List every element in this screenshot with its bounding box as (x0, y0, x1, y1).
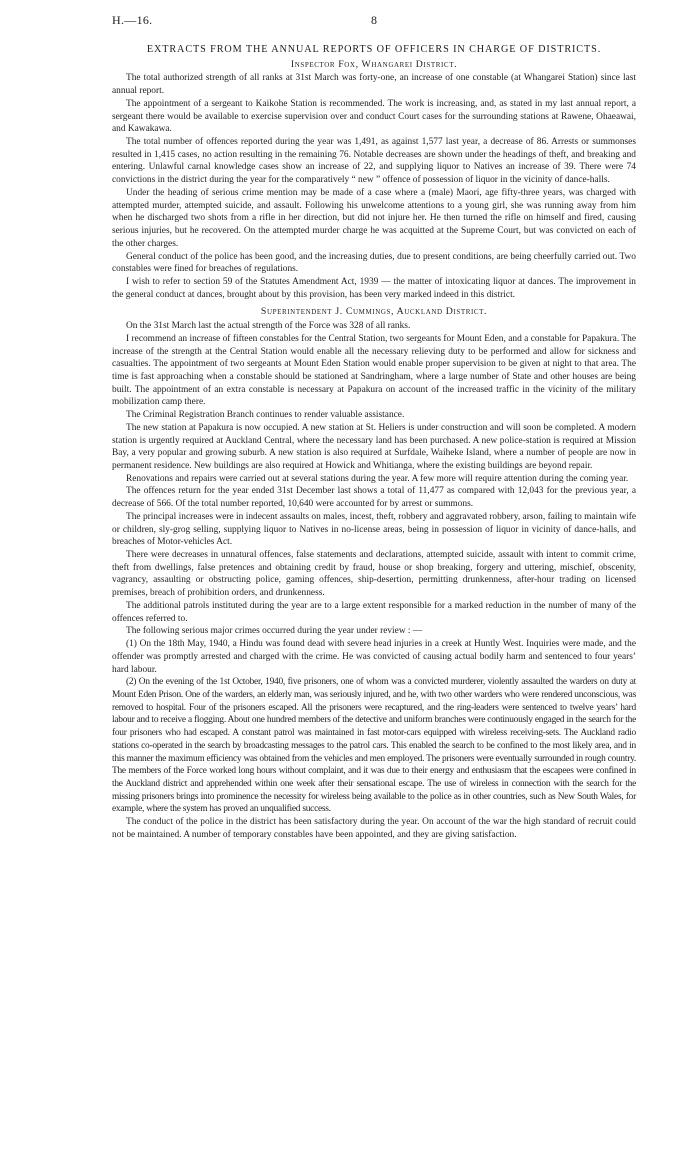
paragraph: The total authorized strength of all ranks at 31st March was forty-one, an increase of one constable (at Whangarei Station) since last annual report. (112, 73, 636, 97)
section-heading: Superintendent J. Cummings, Auckland District. (260, 306, 488, 318)
paragraph: Under the heading of serious crime mention may be made of a case where a (male) Maori, age fifty-three years, was charged with attempted murder, attempted suicide, and assault. Following his unwelcome attentions to a young girl, she was running away from him when he discharged two shots from a rifle in her direction, but did not injure her. He then turned the rifle on himself and fired, causing serious injuries, but he recovered. On the attempted murder charge he was acquitted at the Supreme Court, but was convicted on each of the other charges. (112, 187, 636, 249)
paragraph: (1) On the 18th May, 1940, a Hindu was found dead with severe head injuries in a creek at Huntly West. Inquiries were made, and the offender was promptly arrested and charged with the crime. He was convicted of causing actual bodily harm and sentenced to four years’ hard labour. (112, 639, 636, 675)
paragraph: I wish to refer to section 59 of the Statutes Amendment Act, 1939 — the matter of intoxicating liquor at dances. The improvement in the general conduct at dances, brought about by this provision, has been very marked indeed in this district. (112, 276, 636, 300)
paragraph: (2) On the evening of the 1st October, 1940, five prisoners, one of whom was a convicted murderer, violently assaulted the warders on duty at Mount Eden Prison. One of the warders, an elderly man, was seriously injured, and he, with two other warders who were rendered unconscious, was removed to hospital. Four of the prisoners escaped. All the prisoners were recaptured, and the ring-leaders were sentenced to twelve years’ hard labour and to receive a flogging. About one hundred members of the detective and uniform branches were continuously engaged in the search for the four prisoners who had escaped. A constant patrol was maintained in fast motor-cars equipped with wireless receiving-sets. The Auckland radio stations co-operated in the search by broadcasting messages to the patrol cars. This enabled the search to be confined to the most likely area, and in this manner the maximum efficiency was obtained from the vehicles and men employed. The prisoners were eventually surrounded in rough country. The members of the Force worked long hours without complaint, and it was due to their energy and enthusiasm that the escapees were confined in the Auckland district and apprehended within one week after their sensational escape. The use of wireless in connection with the search for the missing prisoners brings into prominence the necessity for wireless being available to the police as in other countries, such as New South Wales, for example, where the system has proved an unqualified success. (112, 677, 636, 815)
paragraph: On the 31st March last the actual strength of the Force was 328 of all ranks. (126, 321, 411, 332)
paragraph: General conduct of the police has been good, and the increasing duties, due to present conditions, are being cheerfully carried out. Two constables were fined for breaches of regulations. (112, 251, 636, 275)
paragraph: There were decreases in unnatural offences, false statements and declarations, attempted suicide, assault with intent to commit crime, theft from dwellings, false pretences and obtaining credit by fraud, house or shop breaking, forgery and uttering, mischief, obscenity, vagrancy, assaulting or obstructing police, gaming offences, ship-desertion, permitting drunkenness, after-hour trading on licensed premises, breach of prohibition orders, and drunkenness. (112, 550, 636, 599)
paragraph: The principal increases were in indecent assaults on males, incest, theft, robbery and aggravated robbery, arson, failing to maintain wife or children, sly-grog selling, supplying liquor to Natives in no-license areas, being in possession of liquor in vicinity of dance-halls, and breaches of Motor-vehicles Act. (112, 511, 636, 548)
paragraph: The conduct of the police in the district has been satisfactory during the year. On account of the war the high standard of recruit could not be maintained. A number of temporary constables have been appointed, and they are giving satisfaction. (112, 817, 636, 840)
document-title: EXTRACTS FROM THE ANNUAL REPORTS OF OFFICERS IN CHARGE OF DISTRICTS. (146, 44, 602, 55)
paragraph: I recommend an increase of fifteen constables for the Central Station, two sergeants for Mount Eden, and a constable for Papakura. The increase of the strength at the Central Station would enable all the necessary relieving duty to be performed and allow for sickness and casualties. The appointment of two sergeants at Mount Eden Station would enable proper supervision to be given at night to that area. The time is fast approaching when a constable should be stationed at Sandringham, where a large number of State and other houses are being built. The appointment of an extra constable is necessary at Papakura on account of the increased traffic in the vicinity of the military mobilization camp there. (112, 333, 636, 408)
paragraph: The total number of offences reported during the year was 1,491, as against 1,577 last year, a decrease of 86. Arrests or summonses resulted in 1,415 cases, no action resulting in the remaining 76. Notable decreases are shown under the headings of theft, and breaking and entering. Unlawful carnal knowledge cases show an increase of 22, and supplying liquor to Natives an increase of 39. There were 74 convictions in the district during the year for the comparatively “ new ” offence of possession of liquor in the vicinity of dance-halls. (112, 137, 636, 186)
paragraph: The Criminal Registration Branch continues to render valuable assistance. (126, 410, 405, 421)
section-whangarei (112, 59, 636, 302)
parliamentary-paper-reference: H.—16. (112, 13, 153, 27)
paragraph: Renovations and repairs were carried out at several stations during the year. A few more will require attention during the coming year. (126, 473, 629, 484)
section-auckland (112, 306, 636, 841)
paragraph: The following serious major crimes occurred during the year under review : — (126, 626, 423, 637)
page-number: 8 (371, 13, 377, 27)
paragraph: The appointment of a sergeant to Kaikohe Station is recommended. The work is increasing, and, as stated in my last annual report, a sergeant there would be available to exercise supervision over and conduct Court cases for the surrounding stations at Rawene, Ohaeawai, and Kawakawa. (112, 98, 636, 135)
paragraph: The additional patrols instituted during the year are to a large extent responsible for a marked reduction in the number of many of the offences referred to. (112, 600, 636, 624)
page-header (112, 14, 636, 36)
section-heading: Inspector Fox, Whangarei District. (290, 58, 458, 70)
paragraph: The new station at Papakura is now occupied. A new station at St. Heliers is under construction and will soon be completed. A modern station is urgently required at Auckland Central, where the necessary land has been purchased. A new police-station is required at Mission Bay, a very popular and growing suburb. A new station is also required at Surfdale, Waiheke Island, where a number of people are now in permanent residence. New buildings are also required at Howick and Whitianga, where the existing buildings are beyond repair. (112, 422, 636, 471)
paragraph: The offences return for the year ended 31st December last shows a total of 11,477 as compared with 12,043 for the previous year, a decrease of 566. Of the total number reported, 10,640 were accounted for by arrest or summons. (112, 486, 636, 510)
